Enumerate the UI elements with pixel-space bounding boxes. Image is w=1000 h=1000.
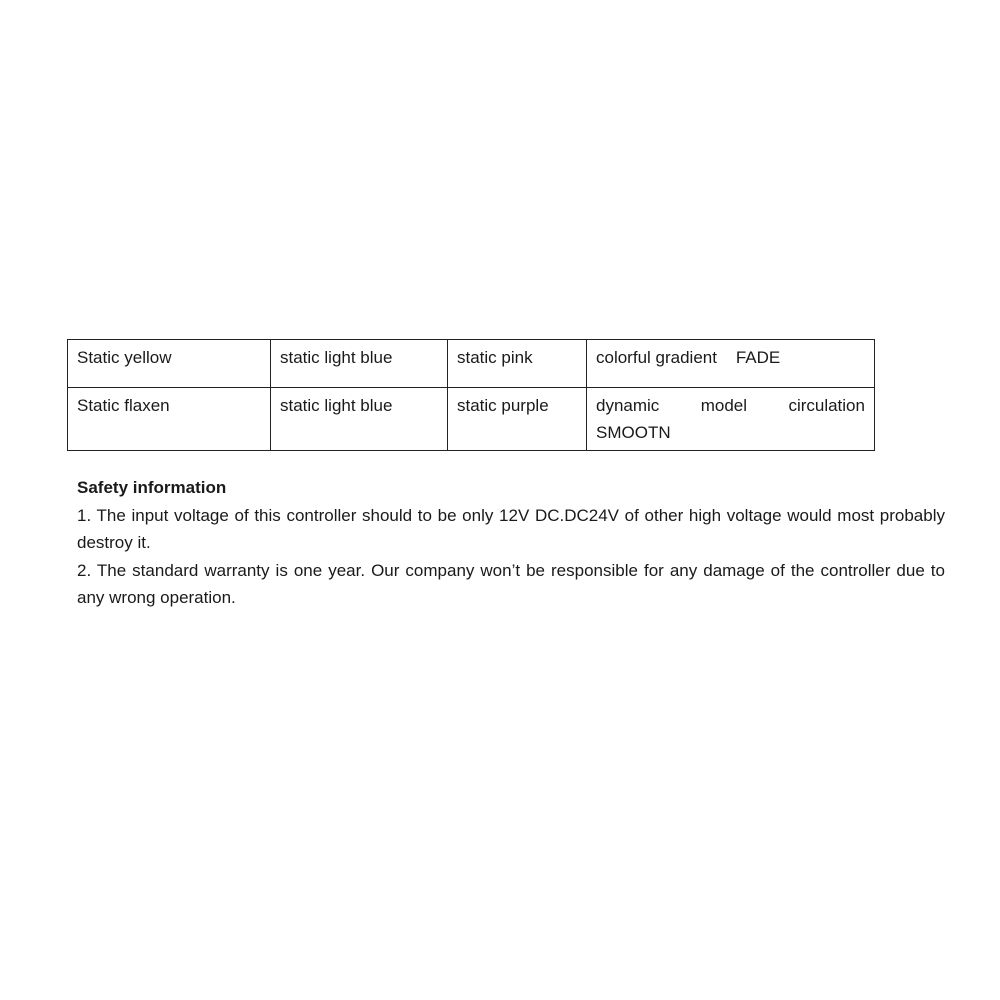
table-cell: [271, 340, 448, 388]
safety-heading: Safety information: [77, 478, 227, 497]
mode-label: colorful gradient FADE: [596, 348, 781, 367]
table-cell: [68, 388, 271, 451]
mode-label-line: [596, 392, 865, 419]
table-cell: [271, 388, 448, 451]
mode-label: static pink: [457, 348, 533, 367]
table-cell: [68, 340, 271, 388]
table-row: [68, 340, 875, 388]
safety-information-section: [77, 474, 945, 612]
lighting-mode-table: [67, 339, 875, 451]
mode-label: static light blue: [280, 348, 393, 367]
mode-label-word: dynamic: [596, 396, 660, 415]
table-cell: [448, 340, 587, 388]
table-row: [68, 388, 875, 451]
mode-label: Static flaxen: [77, 396, 170, 415]
mode-label: Static yellow: [77, 348, 172, 367]
mode-label-word: model: [700, 396, 748, 415]
safety-item-voltage: 1. The input voltage of this controller should to be only 12V DC.DC24V of other high voltage would most probably destroy it.: [77, 505, 945, 552]
table-cell: [587, 388, 875, 451]
mode-label-word: circulation: [788, 396, 865, 415]
mode-label: static light blue: [280, 396, 393, 415]
table-cell: [448, 388, 587, 451]
mode-label: static purple: [457, 396, 549, 415]
table-cell: [587, 340, 875, 388]
mode-label-line: SMOOTN: [596, 423, 671, 442]
safety-item-warranty: 2. The standard warranty is one year. Our company won’t be responsible for any damage of the controller due to any wrong operation.: [77, 560, 945, 607]
